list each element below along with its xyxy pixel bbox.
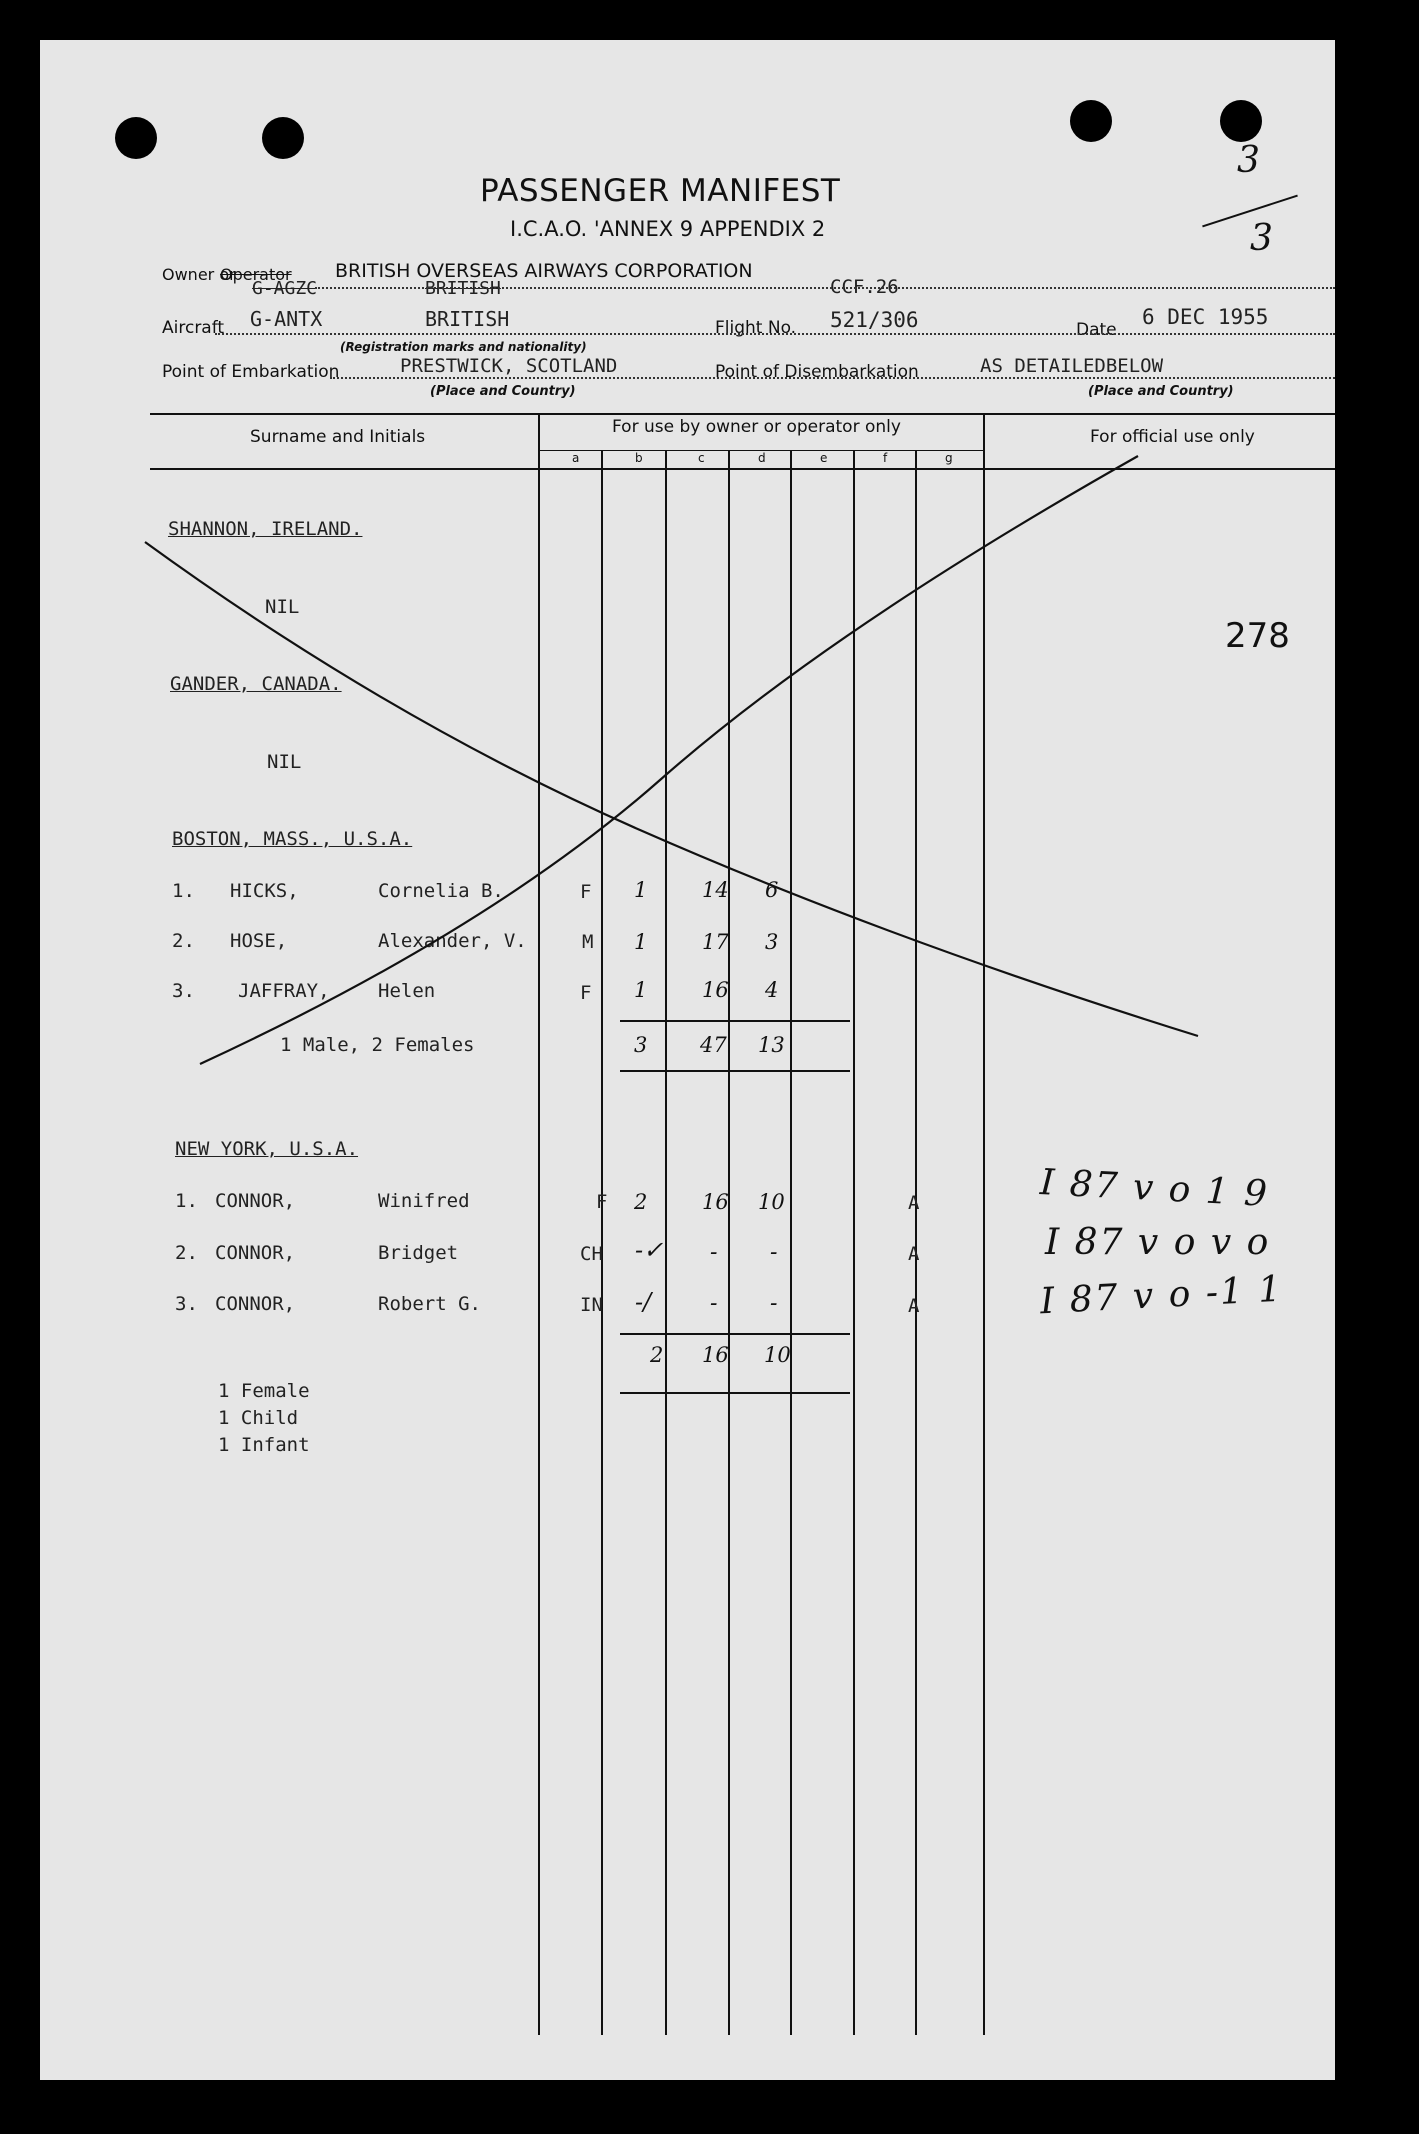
section-heading-boston: BOSTON, MASS., U.S.A. bbox=[172, 828, 413, 850]
cell-d: - bbox=[770, 1291, 778, 1316]
passenger-given-name: Robert G. bbox=[378, 1293, 481, 1315]
aircraft-label: Aircraft bbox=[162, 318, 225, 338]
boston-total-b: 3 bbox=[634, 1033, 648, 1057]
passenger-given-name: Bridget bbox=[378, 1242, 459, 1264]
cell-b: 2 bbox=[634, 1190, 648, 1214]
table-top-rule bbox=[150, 413, 1335, 415]
registration-note: (Registration marks and nationality) bbox=[340, 340, 587, 354]
place-country-note-left: (Place and Country) bbox=[430, 384, 576, 399]
cell-c: 16 bbox=[702, 1190, 729, 1214]
cell-c: - bbox=[710, 1291, 718, 1316]
cell-a: CH bbox=[580, 1243, 603, 1265]
cell-c: 16 bbox=[702, 978, 729, 1002]
cell-d: 6 bbox=[765, 878, 779, 902]
cell-c: - bbox=[710, 1240, 718, 1265]
embarkation-value: PRESTWICK, SCOTLAND bbox=[400, 355, 618, 377]
column-letter-f: f bbox=[883, 451, 888, 465]
cell-a: M bbox=[582, 931, 594, 953]
row-number: 2. bbox=[175, 1242, 198, 1264]
cell-c: 14 bbox=[702, 878, 729, 902]
page-title: PASSENGER MANIFEST bbox=[480, 173, 841, 209]
place-country-note-right: (Place and Country) bbox=[1088, 384, 1234, 399]
newyork-summary-line: 1 Female bbox=[218, 1380, 310, 1402]
column-letter-g: g bbox=[945, 451, 953, 465]
manifest-page bbox=[40, 40, 1335, 2080]
aircraft-nationality: BRITISH bbox=[425, 307, 510, 331]
newyork-subtotal-bottom-rule bbox=[620, 1392, 850, 1394]
column-divider bbox=[538, 415, 540, 2035]
disembarkation-value: AS DETAILEDBELOW bbox=[980, 355, 1164, 377]
cell-f: A bbox=[908, 1243, 920, 1265]
passenger-surname: CONNOR, bbox=[215, 1190, 296, 1212]
embarkation-label: Point of Embarkation bbox=[162, 362, 340, 382]
newyork-summary-line: 1 Infant bbox=[218, 1434, 310, 1456]
struck-nationality: BRITISH bbox=[425, 278, 501, 299]
page-mark-bottom: 3 bbox=[1250, 218, 1273, 259]
embarkation-dotted-line bbox=[330, 377, 1335, 379]
cell-a: F bbox=[580, 881, 592, 903]
passenger-surname: CONNOR, bbox=[215, 1293, 296, 1315]
surname-column-header: Surname and Initials bbox=[250, 427, 426, 447]
column-letter-d: d bbox=[758, 451, 766, 465]
punch-hole bbox=[1220, 100, 1262, 142]
passenger-given-name: Alexander, V. bbox=[378, 930, 527, 952]
boston-subtotal-top-rule bbox=[620, 1020, 850, 1022]
column-divider bbox=[790, 450, 792, 2035]
cell-f: A bbox=[908, 1192, 920, 1214]
newyork-total-b: 2 bbox=[650, 1343, 664, 1367]
column-divider bbox=[665, 450, 667, 2035]
cell-f: A bbox=[908, 1295, 920, 1317]
aircraft-registration: G-ANTX bbox=[250, 307, 323, 331]
owner-value: BRITISH OVERSEAS AIRWAYS CORPORATION bbox=[335, 260, 753, 282]
punch-hole bbox=[115, 117, 157, 159]
section-heading-gander: GANDER, CANADA. bbox=[170, 673, 342, 695]
column-letter-c: c bbox=[698, 451, 705, 465]
cell-b: -/ bbox=[635, 1288, 652, 1316]
official-reference: I 87 v o 1 9 bbox=[1039, 1162, 1270, 1215]
operator-label: Operator bbox=[220, 265, 292, 284]
boston-subtotal-bottom-rule bbox=[620, 1070, 850, 1072]
punch-hole bbox=[1070, 100, 1112, 142]
newyork-summary-line: 1 Child bbox=[218, 1407, 299, 1429]
cell-c: 17 bbox=[702, 930, 729, 954]
owner-label: Owner or bbox=[162, 265, 236, 284]
cell-b: 1 bbox=[634, 978, 648, 1002]
section-heading-newyork: NEW YORK, U.S.A. bbox=[175, 1138, 359, 1160]
struck-registration: G-AGZC bbox=[252, 278, 318, 299]
column-letter-e: e bbox=[820, 451, 828, 465]
passenger-given-name: Winifred bbox=[378, 1190, 470, 1212]
cell-b: 1 bbox=[634, 878, 648, 902]
cell-b: 1 bbox=[634, 930, 648, 954]
date-value: 6 DEC 1955 bbox=[1142, 305, 1269, 329]
cell-a: F bbox=[580, 982, 592, 1004]
column-divider bbox=[983, 415, 985, 2035]
section-heading-shannon: SHANNON, IRELAND. bbox=[168, 518, 363, 540]
official-reference: I 87 v o -1 1 bbox=[1039, 1268, 1285, 1323]
cell-d: 3 bbox=[765, 930, 779, 954]
passenger-surname: CONNOR, bbox=[215, 1242, 296, 1264]
official-number: 278 bbox=[1225, 616, 1290, 656]
passenger-given-name: Helen bbox=[378, 980, 436, 1002]
cell-b: -✓ bbox=[635, 1236, 664, 1264]
cell-a: IN bbox=[580, 1294, 603, 1316]
passenger-given-name: Cornelia B. bbox=[378, 880, 504, 902]
row-number: 3. bbox=[175, 1293, 198, 1315]
column-divider bbox=[853, 450, 855, 2035]
boston-summary: 1 Male, 2 Females bbox=[280, 1034, 475, 1056]
cell-d: 4 bbox=[765, 978, 779, 1002]
column-letter-b: b bbox=[635, 451, 643, 465]
column-letter-a: a bbox=[572, 451, 580, 465]
disembarkation-label: Point of Disembarkation bbox=[715, 362, 919, 382]
newyork-total-d: 10 bbox=[764, 1343, 791, 1367]
official-reference: I 87 v o v o bbox=[1045, 1222, 1271, 1263]
flight-label: Flight No. bbox=[715, 318, 797, 338]
shannon-nil: NIL bbox=[265, 596, 300, 618]
table-header-rule bbox=[150, 468, 1335, 470]
cell-d: - bbox=[770, 1240, 778, 1265]
cell-a: F bbox=[596, 1191, 608, 1213]
newyork-total-c: 16 bbox=[702, 1343, 729, 1367]
gander-nil: NIL bbox=[267, 751, 302, 773]
flight-value: 521/306 bbox=[830, 308, 919, 332]
date-label: Date bbox=[1076, 320, 1117, 340]
row-number: 3. bbox=[172, 980, 195, 1002]
passenger-surname: JAFFRAY, bbox=[238, 980, 330, 1002]
boston-total-c: 47 bbox=[700, 1033, 727, 1057]
cell-d: 10 bbox=[758, 1190, 785, 1214]
boston-total-d: 13 bbox=[758, 1033, 785, 1057]
official-column-header: For official use only bbox=[1090, 427, 1255, 447]
struck-flight: CCF.26 bbox=[830, 276, 899, 298]
passenger-surname: HICKS, bbox=[230, 880, 299, 902]
newyork-subtotal-top-rule bbox=[620, 1333, 850, 1335]
owner-dotted-line bbox=[315, 287, 1335, 289]
page-mark-top: 3 bbox=[1237, 140, 1260, 181]
row-number: 1. bbox=[172, 880, 195, 902]
cross-out-marks bbox=[40, 40, 1335, 2080]
page-subtitle: I.C.A.O. 'ANNEX 9 APPENDIX 2 bbox=[510, 217, 826, 241]
punch-hole bbox=[262, 117, 304, 159]
passenger-surname: HOSE, bbox=[230, 930, 288, 952]
column-divider bbox=[728, 450, 730, 2035]
owner-use-column-header: For use by owner or operator only bbox=[612, 417, 901, 437]
aircraft-dotted-line bbox=[215, 333, 1335, 335]
row-number: 1. bbox=[175, 1190, 198, 1212]
row-number: 2. bbox=[172, 930, 195, 952]
